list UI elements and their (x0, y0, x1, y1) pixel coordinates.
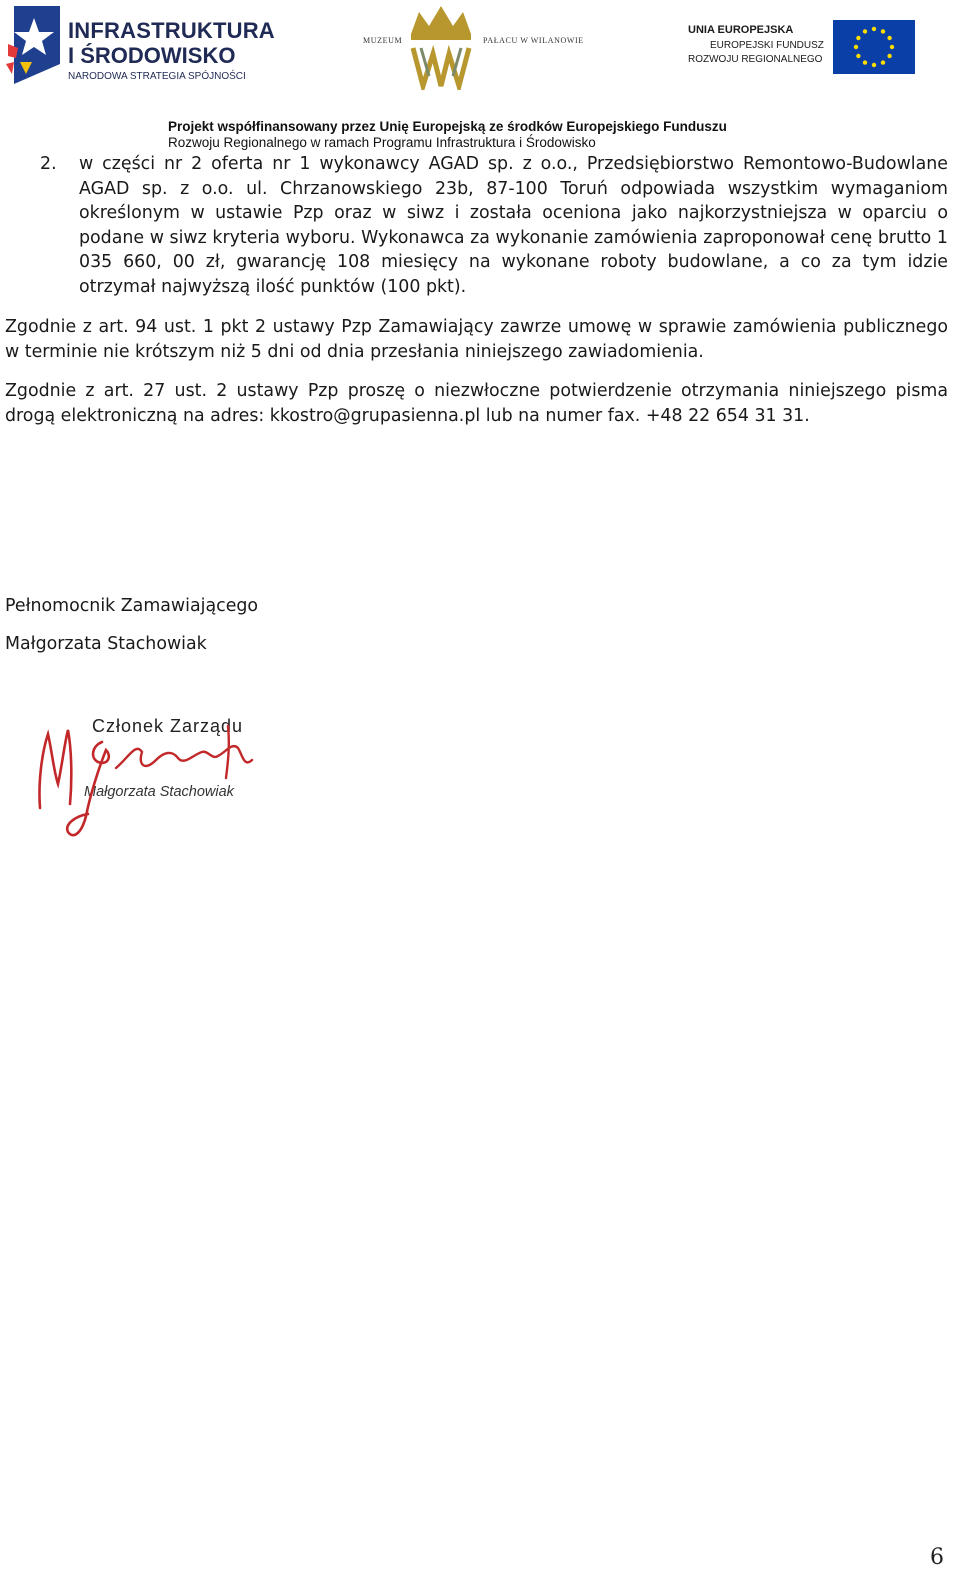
funding-line-2: Rozwoju Regionalnego w ramach Programu Infrastruktura i Środowisko (168, 135, 596, 150)
signatory-name: Małgorzata Stachowiak (5, 633, 207, 654)
list-item-text: w części nr 2 oferta nr 1 wykonawcy AGAD sp. z o.o., Przedsiębiorstwo Remontowo-Budowlane AGAD sp. z o.o. ul. Chrzanowskiego 23b, 87-100 Toruń odpowiada wszystkim wymaganiom określonym w ustawie Pzp oraz w siwz i została oceniona jako najkorzystniejsza w oparciu o podane w siwz kryteria wyboru. Wykonawca za wykonanie zamówienia zaproponował cenę brutto 1 035 660, 00 zł, gwarancję 108 miesięcy na wykonane roboty budowlane, a co za tym idzie otrzymał najwyższą ilość punktów (100 pkt). (79, 154, 948, 297)
eu-logo (688, 20, 916, 76)
logo-line-2: I ŚRODOWISKO (68, 43, 236, 68)
logo-line-3: NARODOWA STRATEGIA SPÓJNOŚCI (68, 71, 246, 82)
eu-line-3: ROZWOJU REGIONALNEGO (688, 54, 823, 65)
handwritten-signature-icon (32, 712, 272, 848)
nss-star-icon (6, 4, 64, 86)
logo-line-1: INFRASTRUKTURA (68, 18, 275, 43)
paragraph-confirmation-request: Zgodnie z art. 27 ust. 2 ustawy Pzp proszę o niezwłoczne potwierdzenie otrzymania niniejszego pisma drogą elektroniczną na adres: kkostro@grupasienna.pl lub na numer fax. +48 22 654 31 31. (5, 381, 948, 426)
list-item-2 (0, 152, 948, 299)
page-header (0, 0, 960, 155)
palace-label: PAŁACU W WILANOWIE (483, 36, 584, 45)
crown-ww-icon (407, 4, 475, 90)
eu-line-1: UNIA EUROPEJSKA (688, 24, 794, 36)
paragraph-contract-deadline: Zgodnie z art. 94 ust. 1 pkt 2 ustawy Pzp Zamawiający zawrze umowę w sprawie zamówienia publicznego w terminie nie krótszym niż 5 dni od dnia przesłania niniejszego zawiadomienia. (5, 317, 948, 362)
infrastruktura-logo (6, 4, 275, 86)
eu-line-2: EUROPEJSKI FUNDUSZ (710, 40, 824, 51)
muzeum-label: MUZEUM (363, 36, 403, 45)
eu-flag-icon (833, 20, 915, 74)
stamp-title: Członek Zarządu (92, 716, 244, 736)
funding-note (168, 119, 727, 151)
funding-line-1: Projekt współfinansowany przez Unię Europejską ze środków Europejskiego Funduszu (168, 119, 727, 134)
letter-body (0, 152, 948, 428)
stamp-name: Małgorzata Stachowiak (84, 784, 234, 800)
muzeum-wilanow-logo (363, 4, 585, 90)
signature-stamp (32, 712, 272, 848)
page-number: 6 (930, 1545, 944, 1570)
signatory-role: Pełnomocnik Zamawiającego (5, 596, 259, 616)
signatory-block (5, 594, 258, 669)
list-item-number: 2. (40, 154, 57, 174)
